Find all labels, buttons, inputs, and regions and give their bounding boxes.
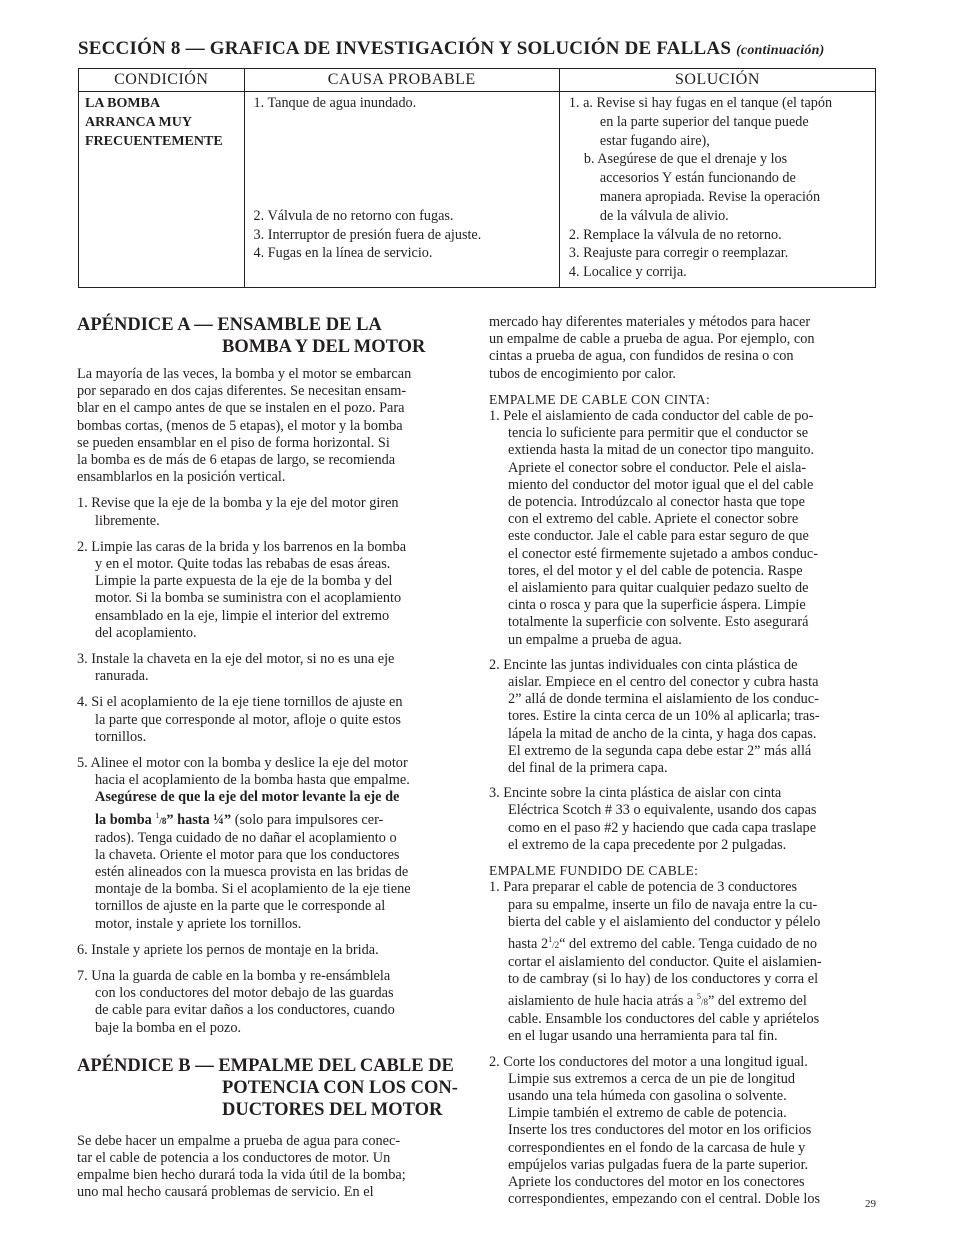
bold-text: ” hasta ¼” (166, 811, 232, 828)
text-line: motor, instale y apriete los tornillos. (95, 915, 302, 932)
table-header-row (79, 69, 876, 92)
text-line: Se debe hacer un empalme a prueba de agua para conec- (77, 1132, 401, 1149)
step-3 (77, 651, 467, 685)
text-line: to de cambray (si lo hay) de los conductores y corra el (508, 971, 819, 988)
solution-line: 4. Localice y corrija. (568, 264, 687, 281)
table-row (79, 92, 876, 288)
section-title (78, 38, 824, 60)
text-line: del final de la primera capa. (508, 760, 668, 777)
text-line: 4. Si el acoplamiento de la eje tiene tornillos de ajuste en (77, 694, 403, 711)
step-6 (77, 942, 467, 959)
text-line: tornillos. (95, 728, 147, 745)
text: “ del extremo del cable. Tenga cuidado de no (559, 935, 818, 952)
condition-line: FRECUENTEMENTE (85, 134, 223, 149)
tape-splice-heading: EMPALME DE CABLE CON CINTA: (489, 391, 711, 407)
text-line: Apriete el conector sobre el conductor. Pele el aisla- (508, 459, 807, 476)
text-line: la chaveta. Oriente el motor para que los conductores (95, 846, 400, 863)
appendix-b-heading (77, 1055, 467, 1121)
cause-cell (244, 92, 559, 288)
text-line: tores. Estire la cinta cerca de un 10% al aplicarla; tras- (508, 708, 820, 725)
text: aislamiento de hule hacia atrás a (508, 993, 697, 1010)
appendix-a-intro (77, 366, 467, 486)
text-line: rados). Tenga cuidado de no dañar el acoplamiento o (95, 829, 397, 846)
text-line: extienda hasta la mitad de un conector tipo manguito. (508, 442, 815, 459)
text-line: tar el cable de potencia a los conductores de motor. Un (77, 1150, 391, 1167)
text-line: por separado en dos cajas diferentes. Se necesitan ensam- (77, 383, 407, 400)
cause-item: 3. Interruptor de presión fuera de ajuste. (253, 226, 482, 243)
appendix-b-continuation (489, 314, 877, 383)
appendix-a-heading (77, 314, 467, 358)
text-line: 2” allá de donde termina el aislamiento de los conduc- (508, 691, 819, 708)
bold-text: la bomba (95, 811, 156, 828)
text-line: Inserte los tres conductores del motor en los orificios (508, 1122, 812, 1139)
text-line: 3. Encinte sobre la cinta plástica de aislar con cinta (489, 785, 782, 802)
text-line: el extremo de la capa precedente por 2 pulgadas. (508, 836, 787, 853)
text-line (77, 807, 467, 830)
text-line: cinta o rosca y para que la superficie áspera. Limpie (508, 597, 806, 614)
section-title-text: SECCIÓN 8 — GRAFICA DE INVESTIGACIÓN Y SOLUCIÓN DE FALLAS (78, 38, 732, 59)
text-line: 2. Limpie las caras de la brida y los barrenos en la bomba (77, 538, 407, 555)
text-line: lápela la mitad de ancho de la cinta, y haga dos capas. (508, 725, 817, 742)
troubleshooting-table (78, 68, 876, 288)
page-number: 29 (865, 1198, 876, 1210)
text-line: ensamblarlos en la posición vertical. (77, 469, 286, 486)
text-line: montaje de la bomba. Si el acoplamiento de la eje tiene (95, 881, 411, 898)
text-line: mercado hay diferentes materiales y métodos para hacer (489, 314, 811, 330)
section-title-continuation: (continuación) (736, 43, 825, 58)
solution-line: manera apropiada. Revise la operación (599, 188, 821, 205)
text-line: 1. Pele el aislamiento de cada conductor del cable de po- (489, 408, 814, 425)
solution-line: b. Asegúrese de que el drenaje y los (583, 151, 788, 168)
text-line: 3. Instale la chaveta en la eje del motor, si no es una eje (77, 651, 395, 668)
text-line: miento del conductor del motor igual que el del cable (508, 476, 814, 493)
fraction-numerator: 1 (548, 934, 553, 944)
text-line: motor. Si la bomba se suministra con el acoplamiento (95, 590, 402, 607)
text-line: aislar. Empiece en el centro del conector y cubra hasta (508, 674, 819, 691)
text-line: la parte que corresponde al motor, afloje o quite estos (95, 711, 401, 728)
text-line: Limpie también el extremo de cable de potencia. (508, 1105, 787, 1122)
text-line: ensamblado en la eje, limpie el interior del extremo (95, 607, 390, 624)
cause-item: 2. Válvula de no retorno con fugas. (253, 207, 454, 224)
header-condition: CONDICIÓN (79, 69, 245, 92)
fused-step-1 (489, 879, 877, 1045)
fraction-denominator: /8 (700, 997, 708, 1008)
header-solution: SOLUCIÓN (559, 69, 875, 92)
text-line: y en el motor. Quite todas las rebabas de esas áreas. (95, 556, 391, 573)
tape-step-3 (489, 785, 877, 854)
appendix-a-heading-line: BOMBA Y DEL MOTOR (222, 337, 426, 357)
step-1 (77, 495, 467, 529)
step-2 (77, 539, 467, 642)
condition-line: LA BOMBA (85, 96, 161, 111)
text-line: 1. Revise que la eje de la bomba y la eje del motor giren (77, 495, 399, 512)
text-line: usando una tela húmeda con gasolina o solvente. (508, 1088, 787, 1105)
text-line: cintas a prueba de agua, con fundidos de resina o con (489, 348, 794, 365)
solution-line: accesorios Y están funcionando de (599, 170, 796, 187)
text-line: blar en el campo antes de que se instalen en el pozo. Para (77, 400, 405, 417)
text: (solo para impulsores cer- (231, 811, 384, 828)
appendix-b-intro (77, 1133, 467, 1202)
text-line: el aislamiento para quitar cualquier pedazo suelto de (508, 580, 809, 597)
solution-line: estar fugando aire), (599, 132, 710, 149)
text-line: 7. Una la guarda de cable en la bomba y re-ensámblela (77, 968, 391, 985)
solution-line: en la parte superior del tanque puede (599, 113, 809, 130)
text-line: ranurada. (95, 668, 149, 685)
text-line: baje la bomba en el pozo. (95, 1019, 242, 1036)
condition-cell (79, 92, 245, 288)
cause-item: 1. Tanque de agua inundado. (253, 95, 417, 111)
header-cause: CAUSA PROBABLE (244, 69, 559, 92)
text-line: con el extremo del cable. Apriete el conector sobre (508, 511, 799, 528)
text-line: 6. Instale y apriete los pernos de montaje en la brida. (77, 941, 379, 958)
text-line: con los conductores del motor debajo de las guardas (95, 985, 394, 1002)
text-line: empalme bien hecho durará toda la vida útil de la bomba; (77, 1167, 406, 1184)
appendix-b-heading-line: DUCTORES DEL MOTOR (222, 1099, 443, 1120)
text-line: 1. Para preparar el cable de potencia de 3 conductores (489, 879, 798, 896)
text-line-bold: Asegúrese de que la eje del motor levante la eje de (95, 789, 400, 806)
text: ” del extremo del (707, 993, 807, 1010)
text-line: tubos de encogimiento por calor. (489, 365, 677, 382)
text-line: uno mal hecho causará problemas de servicio. En el (77, 1184, 374, 1201)
text-line: libremente. (95, 512, 160, 529)
text-line: Apriete los conductores del motor en los conectores (508, 1174, 805, 1191)
text-line: tencia lo suficiente para permitir que el conductor se (508, 425, 809, 442)
text-line: 5. Alinee el motor con la bomba y deslice la eje del motor (77, 755, 408, 772)
text: hasta 2 (508, 935, 549, 952)
text-line: Limpie la parte expuesta de la eje de la bomba y del (95, 573, 393, 590)
solution-line: de la válvula de alivio. (599, 207, 729, 224)
fraction-numerator: 1 (155, 810, 160, 820)
text-line: de cable para evitar daños a los conductores, cuando (95, 1002, 395, 1019)
text-line: La mayoría de las veces, la bomba y el motor se embarcan (77, 366, 412, 382)
text-line: Eléctrica Scotch # 33 o equivalente, usando dos capas (508, 802, 817, 819)
step-7 (77, 968, 467, 1037)
text-line: totalmente la superficie con solvente. Esto asegurará (508, 614, 809, 631)
step-4 (77, 694, 467, 746)
text-line: bombas cortas, (menos de 5 etapas), el motor y la bomba (77, 417, 403, 434)
fused-step-2 (489, 1054, 877, 1209)
text-line (489, 931, 877, 954)
cause-spacer (245, 113, 559, 207)
text-line: el conector esté firmemente sujetado a ambos conduc- (508, 545, 819, 562)
solution-line: 2. Remplace la válvula de no retorno. (568, 226, 782, 243)
solution-line: 3. Reajuste para corregir o reemplazar. (568, 245, 789, 262)
solution-cell (559, 92, 875, 288)
text-line: un empalme a prueba de agua. (508, 631, 682, 648)
text-line: en el lugar usando una herramienta para tal fin. (508, 1028, 778, 1045)
text-line: tornillos de ajuste en la parte que le corresponde al (95, 898, 386, 915)
text-line: la bomba es de más de 6 etapas de largo, se recomienda (77, 452, 396, 469)
text-line: cable. Ensamble los conductores del cable y apriételos (508, 1011, 820, 1028)
left-column (77, 314, 467, 1202)
fraction-numerator: 5 (696, 992, 701, 1002)
text-line: este conductor. Jale el cable para estar seguro de que (508, 528, 809, 545)
text-line: se pueden ensamblar en el piso de forma horizontal. Si (77, 434, 390, 451)
step-5 (77, 755, 467, 933)
text-line: tores, el del motor y el del cable de potencia. Raspe (508, 562, 803, 579)
text-line: 2. Encinte las juntas individuales con cinta plástica de (489, 656, 798, 673)
fraction-denominator: /2 (552, 939, 560, 950)
fused-splice-heading: EMPALME FUNDIDO DE CABLE: (489, 863, 699, 879)
text-line: un empalme de cable a prueba de agua. Por ejemplo, con (489, 331, 815, 348)
appendix-b-heading-line: POTENCIA CON LOS CON- (222, 1077, 458, 1098)
text-line: hacia el acoplamiento de la bomba hasta que empalme. (95, 772, 410, 789)
text-line: estén alineados con la muesca provista en las bridas de (95, 864, 409, 881)
condition-line: ARRANCA MUY (85, 115, 192, 130)
right-column (489, 314, 877, 1208)
text-line: para su empalme, inserte un filo de navaja entre la cu- (508, 896, 818, 913)
text-line: bierta del cable y el aislamiento del conductor y pélelo (508, 913, 821, 930)
text-line: empújelos varias pulgadas fuera de la parte superior. (508, 1156, 809, 1173)
text-line: cortar el aislamiento del conductor. Quite el aislamien- (508, 953, 822, 970)
fraction-denominator: /8 (159, 815, 167, 826)
cause-item: 4. Fugas en la línea de servicio. (253, 245, 433, 262)
tape-step-1 (489, 408, 877, 649)
text-line: Limpie sus extremos a cerca de un pie de longitud (508, 1070, 796, 1087)
text-line: correspondientes, empezando con el central. Doble los (508, 1191, 821, 1208)
appendix-b-heading-line: APÉNDICE B — EMPALME DEL CABLE DE (77, 1055, 454, 1076)
appendix-a-heading-line: APÉNDICE A — ENSAMBLE DE LA (77, 315, 382, 335)
text-line: de potencia. Introdúzcalo al conector hasta que tope (508, 494, 805, 511)
text-line (489, 988, 877, 1011)
text-line: del acoplamiento. (95, 624, 197, 641)
text-line: 2. Corte los conductores del motor a una longitud igual. (489, 1053, 808, 1070)
tape-step-2 (489, 657, 877, 777)
text-line: El extremo de la segunda capa debe estar 2” más allá (508, 742, 812, 759)
text-line: correspondientes en el fondo de la carcasa de hule y (508, 1139, 806, 1156)
solution-line: 1. a. Revise si hay fugas en el tanque (el tapón (568, 95, 833, 111)
text-line: como en el paso #2 y haciendo que cada capa traslape (508, 819, 817, 836)
